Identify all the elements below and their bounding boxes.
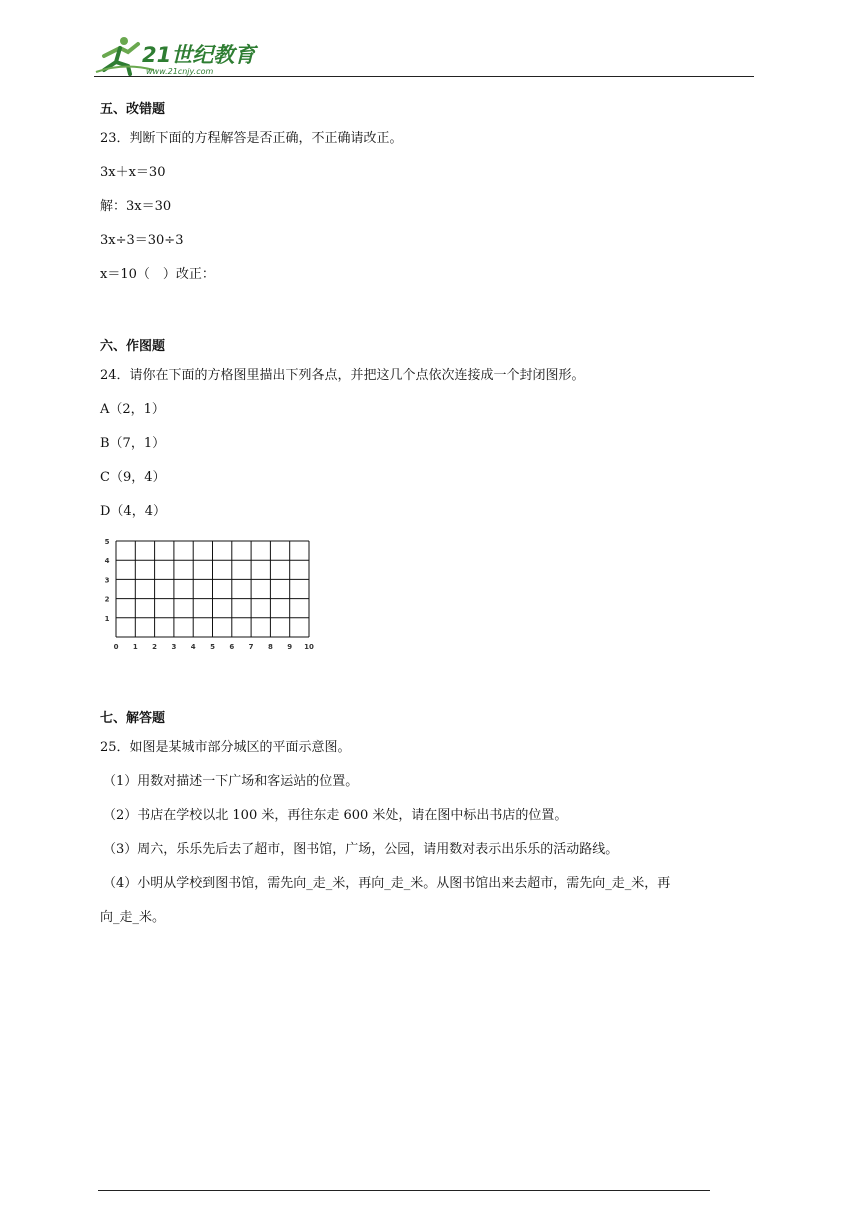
y-tick-label: 2 (104, 595, 110, 604)
part-4: （4）小明从学校到图书馆，需先向_走_米，再向_走_米。从图书馆出来去超市，需先向_走_米，再 (103, 876, 671, 891)
equation-line-1: 3x＋x＝30 (100, 165, 166, 180)
header-divider (94, 76, 754, 77)
x-tick-label: 7 (248, 643, 254, 651)
point-c: C（9，4） (100, 470, 166, 485)
y-tick-label: 4 (104, 557, 110, 566)
x-tick-label: 2 (152, 643, 158, 651)
part-4-cont: 向_走_米。 (100, 910, 166, 925)
y-tick-label: 3 (104, 576, 110, 585)
part-2: （2）书店在学校以北 100 米，再往东走 600 米处，请在图中标出书店的位置。 (103, 808, 568, 823)
equation-line-2: 解：3x＝30 (100, 199, 172, 214)
logo-title: 21世纪教育 (142, 43, 256, 67)
y-tick-label: 1 (104, 614, 110, 623)
point-a: A（2，1） (100, 402, 165, 417)
equation-line-3: 3x÷3＝30÷3 (100, 233, 184, 248)
coordinate-grid (98, 534, 320, 654)
part-3: （3）周六，乐乐先后去了超市，图书馆，广场，公园，请用数对表示出乐乐的活动路线。 (103, 842, 619, 857)
logo-url: www.21cnjy.com (146, 67, 214, 76)
y-tick-label: 5 (104, 538, 110, 546)
x-tick-label: 4 (190, 643, 196, 651)
x-tick-label: 8 (267, 643, 273, 651)
footer-divider (98, 1190, 710, 1191)
question-23: 23．判断下面的方程解答是否正确，不正确请改正。 (100, 131, 403, 146)
x-tick-label: 3 (171, 643, 177, 651)
point-d: D（4，4） (100, 504, 166, 519)
question-25: 25．如图是某城市部分城区的平面示意图。 (100, 740, 351, 755)
x-tick-label: 10 (304, 643, 314, 651)
section-7-title: 七、解答题 (100, 711, 166, 726)
part-1: （1）用数对描述一下广场和客运站的位置。 (103, 774, 359, 789)
x-tick-label: 9 (287, 643, 293, 651)
x-tick-label: 0 (113, 643, 119, 651)
x-tick-label: 6 (229, 643, 235, 651)
section-6-title: 六、作图题 (100, 339, 166, 354)
x-tick-label: 1 (132, 643, 138, 651)
question-24: 24．请你在下面的方格图里描出下列各点，并把这几个点依次连接成一个封闭图形。 (100, 368, 585, 383)
equation-line-4: x＝10（ ）改正： (100, 267, 215, 282)
point-b: B（7，1） (100, 436, 166, 451)
section-5-title: 五、改错题 (100, 102, 166, 117)
x-tick-label: 5 (210, 643, 215, 651)
site-logo (94, 34, 264, 78)
